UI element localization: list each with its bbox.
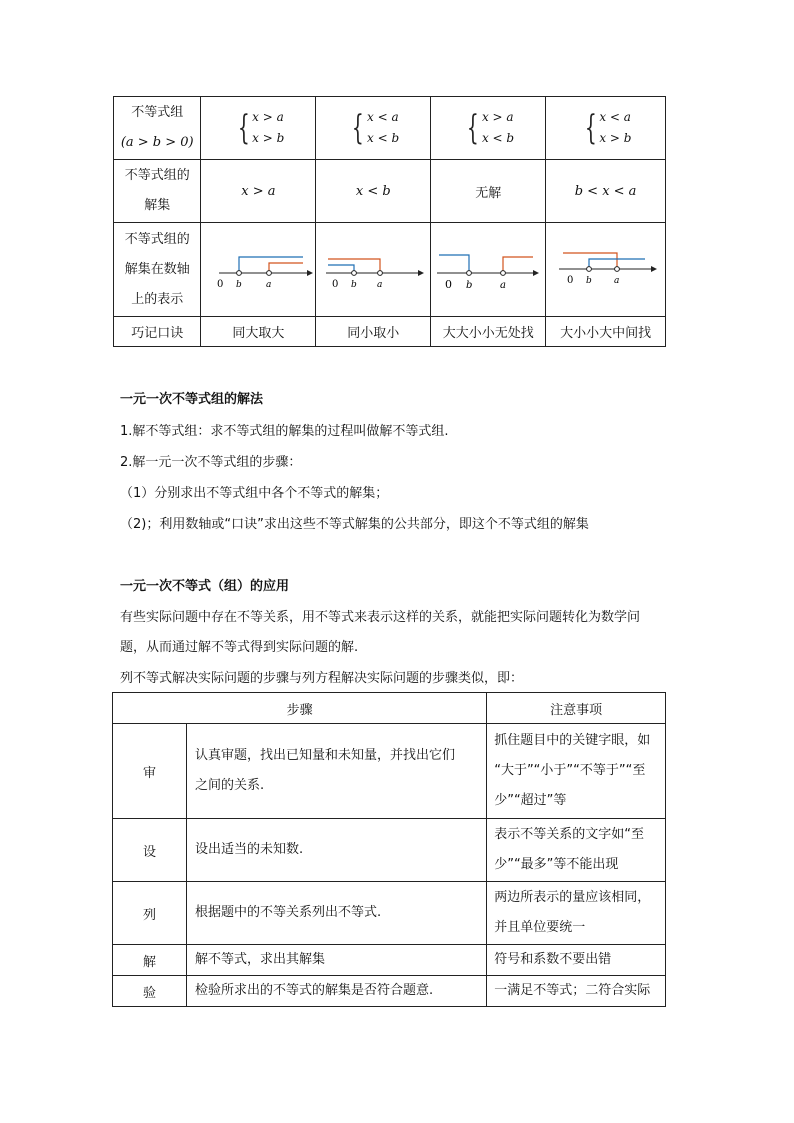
axis-label-b: b — [585, 275, 592, 286]
paragraph-line: 题，从而通过解不等式得到实际问题的解. — [120, 640, 359, 655]
step-note — [487, 945, 666, 976]
row-label-solution — [114, 160, 201, 223]
header-notes: 注意事项 — [487, 693, 666, 724]
step-description — [186, 882, 486, 945]
row-label-number-line — [114, 223, 201, 317]
mnemonic-cell-2: 同小取小 — [316, 317, 431, 347]
section-heading-application: 一元一次不等式（组）的应用 — [120, 579, 290, 594]
inequality-line: x < a — [599, 110, 631, 124]
axis-label-a: a — [613, 275, 619, 286]
section-heading-solving: 一元一次不等式组的解法 — [120, 392, 264, 407]
system-cell-2 — [316, 97, 431, 160]
table-row — [113, 976, 666, 1007]
table-row — [113, 819, 666, 882]
row-label-mnemonic: 巧记口诀 — [114, 317, 201, 347]
label-line: (a > b > 0) — [120, 135, 194, 150]
desc-line: 根据题中的不等关系列出不等式. — [194, 905, 382, 920]
paragraph-line: 列不等式解决实际问题的步骤与列方程解决实际问题的步骤类似，即： — [120, 671, 524, 686]
solution-cell-2: x < b — [316, 160, 431, 223]
desc-line: 设出适当的未知数. — [194, 842, 304, 857]
number-line-cell-3 — [431, 223, 546, 317]
desc-line: 检验所求出的不等式的解集是否符合题意. — [194, 983, 434, 998]
axis-label-b: b — [236, 279, 243, 290]
paragraph-line: （1）分别求出不等式组中各个不等式的解集； — [120, 486, 389, 501]
step-label: 列 — [113, 882, 187, 945]
axis-label-a: a — [500, 279, 507, 291]
note-line: 符号和系数不要出错 — [494, 952, 612, 967]
axis-label-zero: 0 — [217, 278, 224, 290]
inequality-line: x < a — [367, 110, 399, 124]
axis-label-zero: 0 — [566, 274, 573, 286]
mnemonic-cell-4: 大小小大中间找 — [546, 317, 666, 347]
step-note — [487, 724, 666, 819]
label-line: 不等式组的 — [124, 168, 190, 183]
note-line: 并且单位要统一 — [494, 920, 586, 935]
table-row-solution — [114, 160, 666, 223]
table-row — [113, 882, 666, 945]
header-steps: 步骤 — [113, 693, 487, 724]
label-line: 解集在数轴 — [124, 261, 190, 277]
inequality-line: x < b — [481, 131, 515, 145]
system-cell-3 — [431, 97, 546, 160]
number-line-diagram-3 — [433, 245, 543, 295]
step-label: 验 — [113, 976, 187, 1007]
brace-icon: { — [467, 108, 480, 148]
table-row — [113, 724, 666, 819]
axis-label-a: a — [377, 279, 383, 290]
application-steps-table — [112, 692, 666, 1007]
solution-cell-4: b < x < a — [546, 160, 666, 223]
paragraph-line: （2)；利用数轴或“口诀”求出这些不等式解集的公共部分，即这个不等式组的解集 — [120, 517, 589, 532]
number-line-diagram-2 — [318, 245, 428, 295]
label-line: 解集 — [144, 198, 171, 213]
step-description — [186, 724, 486, 819]
paragraph-line: 1.解不等式组：求不等式组的解集的过程叫做解不等式组. — [120, 424, 449, 439]
table-row — [113, 945, 666, 976]
mnemonic-cell-1: 同大取大 — [201, 317, 316, 347]
inequality-line: x > a — [481, 110, 514, 124]
brace-icon: { — [237, 108, 250, 148]
number-line-diagram-4 — [551, 245, 661, 295]
brace-icon: { — [352, 108, 365, 148]
inequality-line: x < b — [367, 131, 400, 145]
step-note — [487, 819, 666, 882]
note-line: 表示不等关系的文字如“至 — [494, 827, 644, 842]
mnemonic-cell-3: 大大小小无处找 — [431, 317, 546, 347]
desc-line: 认真审题，找出已知量和未知量，并找出它们 — [194, 748, 455, 763]
solution-cell-1: x > a — [201, 160, 316, 223]
solution-cell-3: 无解 — [431, 160, 546, 223]
axis-label-zero: 0 — [445, 277, 453, 291]
inequality-system-table — [113, 96, 666, 347]
paragraph-line: 有些实际问题中存在不等关系，用不等式来表示这样的关系，就能把实际问题转化为数学问 — [120, 610, 641, 625]
inequality-line: x > b — [252, 131, 285, 145]
system-cell-1 — [201, 97, 316, 160]
number-line-diagram-1 — [203, 245, 313, 295]
number-line-cell-2 — [316, 223, 431, 317]
table-header-row — [113, 693, 666, 724]
note-line: “大于”“小于”“不等于”“至 — [494, 763, 646, 778]
step-label: 审 — [113, 724, 187, 819]
axis-label-b: b — [466, 279, 473, 291]
axis-label-zero: 0 — [332, 278, 339, 290]
step-description — [186, 945, 486, 976]
table-row-system — [114, 97, 666, 160]
label-line: 不等式组的 — [124, 231, 190, 247]
step-label: 设 — [113, 819, 187, 882]
step-description — [186, 819, 486, 882]
paragraph-line: 2.解一元一次不等式组的步骤： — [120, 455, 302, 470]
desc-line: 之间的关系. — [194, 778, 265, 793]
inequality-line: x > a — [252, 110, 284, 124]
system-cell-4 — [546, 97, 666, 160]
number-line-cell-1 — [201, 223, 316, 317]
step-note — [487, 882, 666, 945]
axis-label-b: b — [351, 279, 358, 290]
table-row-mnemonic — [114, 317, 666, 347]
inequality-line: x > b — [599, 131, 632, 145]
note-line: 少”“超过”等 — [494, 793, 567, 808]
axis-label-a: a — [266, 279, 272, 290]
note-line: 两边所表示的量应该相同， — [494, 890, 651, 905]
step-label: 解 — [113, 945, 187, 976]
step-note — [487, 976, 666, 1007]
label-line: 不等式组 — [131, 105, 184, 120]
number-line-cell-4 — [546, 223, 666, 317]
label-line: 上的表示 — [131, 291, 184, 307]
note-line: 少”“最多”等不能出现 — [494, 857, 619, 872]
note-line: 一满足不等式；二符合实际 — [494, 983, 651, 998]
row-label-system — [114, 97, 201, 160]
note-line: 抓住题目中的关键字眼，如 — [494, 733, 651, 748]
brace-icon: { — [584, 108, 597, 148]
step-description — [186, 976, 486, 1007]
desc-line: 解不等式，求出其解集 — [194, 952, 325, 967]
table-row-number-line — [114, 223, 666, 317]
